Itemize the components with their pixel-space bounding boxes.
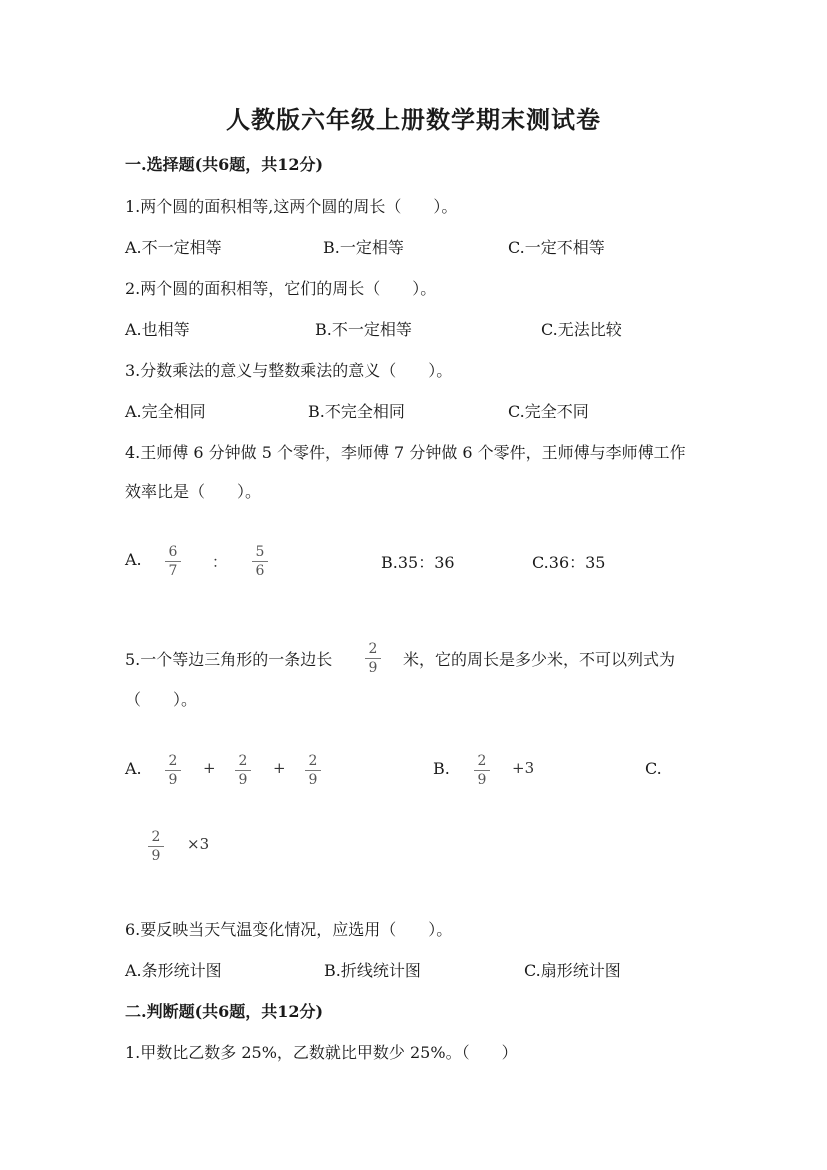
question-5-stem-fraction bbox=[364, 642, 382, 675]
question-1-option-a[interactable]: A.不一定相等 bbox=[125, 238, 222, 257]
judgement-question-1-stem: 1.甲数比乙数多 25%，乙数就比甲数少 25%。（ ） bbox=[125, 1043, 518, 1062]
section-heading-judgement: 二.判断题(共6题，共12分) bbox=[125, 1002, 324, 1021]
fraction-numerator: 2 bbox=[151, 829, 161, 845]
question-5-option-c[interactable]: C. bbox=[645, 759, 662, 778]
fraction-numerator: 2 bbox=[168, 753, 178, 769]
question-6-option-a[interactable]: A.条形统计图 bbox=[125, 961, 222, 980]
fraction-numerator: 2 bbox=[308, 753, 318, 769]
question-3-option-c[interactable]: C.完全不同 bbox=[508, 402, 589, 421]
section-heading-choice: 一.选择题(共6题，共12分) bbox=[125, 155, 324, 174]
fraction-numerator: 5 bbox=[255, 544, 265, 560]
fraction-denominator: 9 bbox=[308, 772, 318, 788]
question-6-option-c[interactable]: C.扇形统计图 bbox=[524, 961, 621, 980]
question-5-option-c-tail: ×3 bbox=[187, 835, 210, 853]
question-5-option-b-tail: +3 bbox=[512, 759, 535, 777]
fraction-numerator: 6 bbox=[168, 544, 178, 560]
question-4-stem-line2: 效率比是（ ）。 bbox=[125, 482, 262, 501]
question-1-option-b[interactable]: B.一定相等 bbox=[323, 238, 404, 257]
fraction-denominator: 9 bbox=[238, 772, 248, 788]
fraction-numerator: 2 bbox=[238, 753, 248, 769]
question-4-stem-line1: 4.王师傅 6 分钟做 5 个零件，李师傅 7 分钟做 6 个零件，王师傅与李师傅工作 bbox=[125, 443, 686, 462]
fraction-numerator: 2 bbox=[477, 753, 487, 769]
question-5-option-a-fraction-1 bbox=[164, 754, 182, 787]
fraction-denominator: 9 bbox=[368, 660, 378, 676]
question-5-option-a[interactable]: A. bbox=[125, 759, 142, 778]
page-title: 人教版六年级上册数学期末测试卷 bbox=[226, 105, 601, 134]
question-4-ratio-colon: ： bbox=[212, 553, 228, 571]
question-6-option-b[interactable]: B.折线统计图 bbox=[324, 961, 421, 980]
question-2-option-a[interactable]: A.也相等 bbox=[125, 320, 190, 339]
question-5-option-a-fraction-2 bbox=[234, 754, 252, 787]
fraction-denominator: 9 bbox=[151, 848, 161, 864]
question-5-stem-line2: （ ）。 bbox=[125, 690, 198, 709]
question-5-option-a-fraction-3 bbox=[304, 754, 322, 787]
fraction-denominator: 9 bbox=[477, 772, 487, 788]
plus-sign: + bbox=[273, 759, 286, 777]
question-5-option-b[interactable]: B. bbox=[433, 759, 450, 778]
fraction-denominator: 7 bbox=[168, 563, 178, 579]
fraction-numerator: 2 bbox=[368, 641, 378, 657]
question-4-option-c[interactable]: C.36：35 bbox=[532, 553, 606, 572]
question-3-option-a[interactable]: A.完全相同 bbox=[125, 402, 206, 421]
question-4-option-a-fraction-1 bbox=[164, 545, 182, 578]
question-5-stem-part1: 5.一个等边三角形的一条边长 bbox=[125, 650, 333, 669]
question-2-option-b[interactable]: B.不一定相等 bbox=[315, 320, 412, 339]
question-5-option-b-fraction bbox=[473, 754, 491, 787]
plus-sign: + bbox=[203, 759, 216, 777]
question-1-option-c[interactable]: C.一定不相等 bbox=[508, 238, 605, 257]
question-3-option-b[interactable]: B.不完全相同 bbox=[308, 402, 405, 421]
fraction-denominator: 6 bbox=[255, 563, 265, 579]
question-6-stem: 6.要反映当天气温变化情况，应选用（ ）。 bbox=[125, 920, 453, 939]
question-4-option-a-fraction-2 bbox=[251, 545, 269, 578]
question-2-stem: 2.两个圆的面积相等，它们的周长（ ）。 bbox=[125, 279, 437, 298]
question-4-option-a[interactable]: A. bbox=[125, 550, 142, 569]
question-2-option-c[interactable]: C.无法比较 bbox=[541, 320, 622, 339]
question-5-option-c-fraction bbox=[147, 830, 165, 863]
question-5-stem-part2: 米，它的周长是多少米，不可以列式为 bbox=[403, 650, 676, 669]
question-4-option-b[interactable]: B.35：36 bbox=[381, 553, 455, 572]
question-1-stem: 1.两个圆的面积相等,这两个圆的周长（ ）。 bbox=[125, 197, 458, 216]
fraction-denominator: 9 bbox=[168, 772, 178, 788]
question-3-stem: 3.分数乘法的意义与整数乘法的意义（ ）。 bbox=[125, 361, 453, 380]
